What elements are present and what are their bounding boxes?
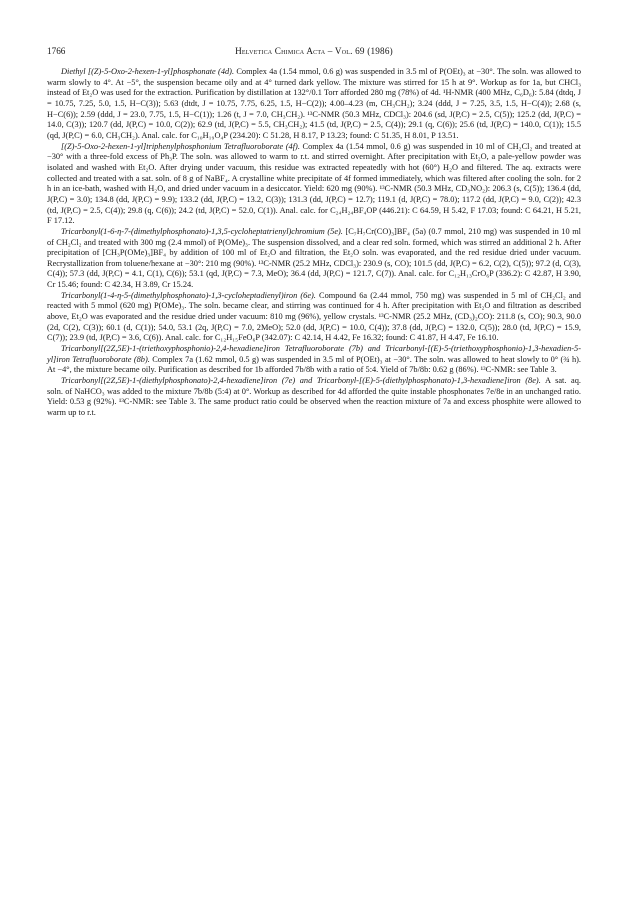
paragraph-4f [47,142,581,227]
compound-title: Tricarbonyl[(2Z,5E)-1-(diethylphosphonato)-2,4-hexadiene]iron (7e) and Tricarbonyl-[(E)-5-(diethylphosphonato)-1,3-hexadiene]iron (8e). [61,376,541,386]
article-body [47,67,581,419]
paragraph-text: Compound 6a (2.44 mmol, 750 mg) was suspended in 5 ml of CH₂Cl₂ and reacted with 5 mmol (620 mg) P(OMe)₃. The soln. became clear, and stirring was continued for 4 h. After precipitation with Et₂O and filtration as described above, Et₂O was evaporated and the residue dried under vacuum: 810 mg (96%), yellow crystals. ¹³C-NMR (25.2 MHz, (CD₃)₂CO): 211.8 (s, CO); 90.3, 90.0 (2d, C(2), C(3)); 60.1 (d, C(1)); 54.0, 53.1 (2q, J(P,C) = 7.0, 2MeO); 52.0 (dd, J(P,C) = 10.0, C(4)); 37.8 (dd, J(P,C) = 132.0, C(5)); 28.0 (td, J(P,C) = 15.9, C(7)); 23.9 (td, J(P,C) = 3.6, C(6)). Anal. calc. for C₁₂H₁₅FeO₆P (342.07): C 42.14, H 4.42, Fe 16.32; found: C 41.87, H 4.47, Fe 16.10. [47,290,581,343]
paragraph-text: Complex 4a (1.54 mmol, 0.6 g) was suspended in 10 ml of CH₂Cl₂ and treated at −30° with a three-fold excess of Ph₃P. The soln. was allowed to warm to r.t. and stirred overnight. After precipitation with Et₂O, a pale-yellow powder was isolated and washed with Et₂O. After drying under vacuum, this residue was extracted repeatedly with hot (60°) H₂O and filtered. The aq. extracts were collected and treated with a sat. soln. of 8 g of NaBF₄. A crystalline white precipitate of 4f formed immediately, which was filtered after cooling the soln. for 2 h in an ice-bath, washed with H₂O, and dried under vacuum in a desiccator. Yield: 620 mg (90%). ¹³C-NMR (50.3 MHz, CD₃NO₂): 206.3 (s, C(5)); 136.4 (dd, J(P,C) = 3.0); 134.8 (dd, J(P,C) = 9.9); 133.2 (dd, J(P,C) = 13.2, C(3)); 131.3 (dd, J(P,C) = 12.7); 119.1 (d, J(P,C) = 78.0); 117.2 (dd, J(P,C) = 9.0, C(2)); 42.3 (td, J(P,C) = 2.5, C(4)); 29.8 (q, C(6)); 24.2 (td, J(P,C) = 52.0, C(1)). Anal. calc. for C₂₄H₂₄BF₄OP (446.21): C 64.59, H 5.42, F 17.03; found: C 64.21, H 5.21, F 17.12. [47,141,581,226]
journal-title: Helvetica Chimica Acta – Vol. 69 (1986) [235,46,393,56]
compound-title: Diethyl [(Z)-5-Oxo-2-hexen-1-yl]phosphonate (4d). [61,67,235,76]
paragraph-text: A sat. aq. soln. of NaHCO₃ was added to the mixture 7b/8b (5:4) at 0°. Workup as described for 4d afforded the quite instable phosphonates 7e/8e in an unchanged ratio. Yield: 0.53 g (92%). ¹³C-NMR: see Table 3. The same product ratio could be observed when the reaction mixture of 7a and excess phosphite were allowed to warm up to r.t. [47,376,581,417]
paragraph-4d [47,67,581,142]
compound-title: Tricarbonyl(1-6-η-7-(dimethylphosphonato)-1,3,5-cycloheptatrienyl)chromium (5e). [61,226,343,236]
paragraph-6e [47,291,581,344]
paragraph-7b-8b [47,344,581,376]
compound-title: Tricarbonyl(1-4-η-5-(dimethylphosphonato)-1,3-cycloheptadienyl)iron (6e). [61,290,316,300]
paragraph-text: Complex 7a (1.62 mmol, 0.5 g) was suspended in 3.5 ml of P(OEt)₃ at −30°. The soln. was allowed to heat slowly to 0° (¾ h). At −4°, the mixture became oily. Purification as described for 1b afforded 7b/8b with a ratio of 5:4. Yield of 7b/8b: 0.62 g (86%). ¹³C-NMR: see Table 3. [47,354,581,375]
running-header [47,44,581,58]
page-number: 1766 [47,46,66,56]
paragraph-7e-8e [47,376,581,419]
paragraph-5e [47,227,581,291]
paragraph-text: [C₇H₇Cr(CO)₃]BF₄ (5a) (0.7 mmol, 210 mg) was suspended in 10 ml of CH₂Cl₂ and treated with 300 mg (2.4 mmol) of P(OMe)₃. The suspension dissolved, and a clear red soln. formed, which was stirred an additional 2 h. After precipitation of [CH₃P(OMe)₃]BF₄ by addition of 100 ml of Et₂O and filtration, the Et₂O soln. was evaporated, and the red residue dried under vacuum. Recrystallization from toluene/hexane at −30°: 210 mg (90%). ¹³C-NMR (25.2 MHz, CDCl₃): 230.9 (s, CO); 101.5 (dd, J(P,C) = 6.2, C(2), C(5)); 97.2 (d, C(3), C(4)); 57.3 (dd, J(P,C) = 4.1, C(1), C(6)); 53.1 (qd, J(P,C) = 7.3, MeO); 36.4 (dd, J(P,C) = 121.7, C(7)). Anal. calc. for C₁₂H₁₃CrO₆P (336.2): C 42.87, H 3.90, Cr 15.46; found: C 42.34, H 3.89, Cr 15.24. [47,226,581,290]
paragraph-text: Complex 4a (1.54 mmol, 0.6 g) was suspended in 3.5 ml of P(OEt)₃ at −30°. The soln. was allowed to warm slowly to 4°. At −5°, the suspension became oily and at 4° turned dark yellow. The mixture was stirred for 15 h at 9°. Workup as for 1a, but CHCl₃ instead of Et₂O was used for the extraction. Purification by distillation at 132°/0.1 Torr afforded 280 mg (78%) of 4d. ¹H-NMR (400 MHz, C₆D₆): 5.84 (dtdq, J = 10.75, 7.25, 5.0, 1.5, H−C(3)); 5.63 (dtdt, J = 10.75, 7.75, 6.25, 1.5, H−C(2)); 4.00–4.23 (m, CH₃CH₂); 3.24 (ddd, J = 7.25, 3.5, 1.5, H−C(4)); 2.68 (s, H−C(6)); 2.59 (ddd, J = 23.0, 7.75, 1.5, H−C(1)); 1.26 (t, J = 7.0, CH₃CH₂). ¹³C-NMR (50.3 MHz, CDCl₃): 204.6 (sd, J(P,C) = 2.5, C(5)); 125.2 (dd, J(P,C) = 14.0, C(3)); 120.7 (dd, J(P,C) = 10.0, C(2)); 62.9 (td, J(P,C) = 5.5, CH₃CH₂); 41.5 (td, J(P,C) = 2.5, C(4)); 29.1 (q, C(6)); 25.6 (td, J(P,C) = 140.0, C(1)); 15.5 (qd, J(P,C) = 6.0, CH₃CH₂). Anal. calc. for C₁₀H₁₉O₄P (234.20): C 51.28, H 8.17, P 13.23; found: C 51.35, H 8.01, P 13.51. [47,67,581,140]
compound-title: [(Z)-5-Oxo-2-hexen-1-yl]triphenylphosphonium Tetrafluoroborate (4f). [61,141,300,151]
compound-title: Tricarbonyl[(2Z,5E)-1-(triethoxyphosphonio)-2,4-hexadiene]iron Tetrafluoroborate (7b) and Tricarbonyl-[(E)-5-(triethoxyphosphonio)-1,3-hexadien-5-yl]iron Tetrafluoroborate (8b). [47,344,581,364]
